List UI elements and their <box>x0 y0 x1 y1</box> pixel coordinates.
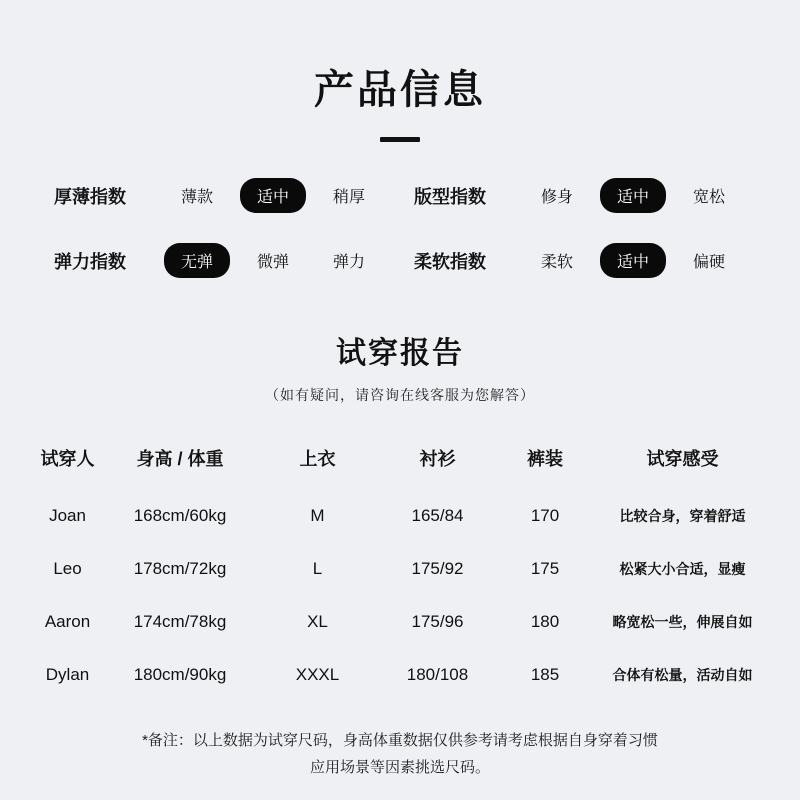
table-cell: XL <box>307 611 328 631</box>
column-header: 衬衫 <box>419 449 456 469</box>
index-option: 柔软 <box>540 254 573 271</box>
tryon-table-body <box>30 489 770 701</box>
index-group-thickness <box>40 178 400 213</box>
table-cell: Joan <box>49 505 86 525</box>
index-option: 偏硬 <box>692 254 725 271</box>
table-cell: 松紧大小合适，显瘦 <box>619 560 746 577</box>
index-option-active: 无弹 <box>164 243 230 278</box>
table-cell: M <box>310 505 325 525</box>
table-cell: 175/92 <box>411 558 464 578</box>
column-header: 试穿人 <box>40 449 95 469</box>
footer-note-line: *备注：以上数据为试穿尺码，身高体重数据仅供参考请考虑根据自身穿着习惯 <box>142 732 658 749</box>
tryon-table <box>30 437 770 701</box>
footer-note-line: 应用场景等因素挑选尺码。 <box>309 759 490 776</box>
index-option: 微弹 <box>256 254 289 271</box>
column-header: 试穿感受 <box>646 449 719 469</box>
index-label: 柔软指数 <box>414 251 486 272</box>
table-cell: Leo <box>53 558 82 578</box>
index-option-active: 适中 <box>240 178 306 213</box>
table-cell: Aaron <box>44 611 91 631</box>
index-group-softness <box>400 243 760 278</box>
table-cell: 180cm/90kg <box>133 664 227 684</box>
index-group-elasticity <box>40 243 400 278</box>
table-cell: 175 <box>530 558 560 578</box>
table-cell: Dylan <box>45 664 90 684</box>
index-option: 稍厚 <box>332 189 365 206</box>
report-subtitle: （如有疑问，请咨询在线客服为您解答） <box>265 387 535 403</box>
table-row <box>30 542 770 595</box>
table-cell: 175/96 <box>411 611 464 631</box>
index-option: 宽松 <box>692 189 725 206</box>
table-cell: 比较合身，穿着舒适 <box>619 507 746 524</box>
index-option: 弹力 <box>332 254 365 271</box>
column-header: 裤装 <box>527 449 563 469</box>
table-row <box>30 489 770 542</box>
table-cell: 185 <box>530 664 560 684</box>
table-cell: 合体有松量，活动自如 <box>612 666 753 683</box>
table-row <box>30 595 770 648</box>
title-divider <box>380 137 420 142</box>
table-cell: 165/84 <box>411 505 464 525</box>
table-cell: 180/108 <box>406 664 469 684</box>
page-title: 产品信息 <box>314 68 486 112</box>
column-header: 上衣 <box>299 449 336 469</box>
index-option: 薄款 <box>180 189 213 206</box>
table-row <box>30 648 770 701</box>
index-label: 版型指数 <box>414 186 486 207</box>
index-group-fit <box>400 178 760 213</box>
tryon-table-header <box>30 437 770 479</box>
footer-note <box>0 727 800 781</box>
index-option-active: 适中 <box>600 178 666 213</box>
column-header: 身高 / 体重 <box>136 449 224 469</box>
table-cell: 170 <box>530 505 560 525</box>
table-cell: 略宽松一些，伸展自如 <box>612 613 753 630</box>
table-cell: XXXL <box>295 664 340 684</box>
table-cell: 174cm/78kg <box>133 611 227 631</box>
report-title: 试穿报告 <box>336 337 464 370</box>
table-cell: 178cm/72kg <box>133 558 227 578</box>
index-option-active: 适中 <box>600 243 666 278</box>
index-label: 弹力指数 <box>54 251 126 272</box>
table-cell: 180 <box>530 611 560 631</box>
index-option: 修身 <box>540 189 573 206</box>
index-section <box>40 178 760 278</box>
index-label: 厚薄指数 <box>54 186 126 207</box>
table-cell: L <box>312 558 323 578</box>
table-cell: 168cm/60kg <box>133 505 227 525</box>
